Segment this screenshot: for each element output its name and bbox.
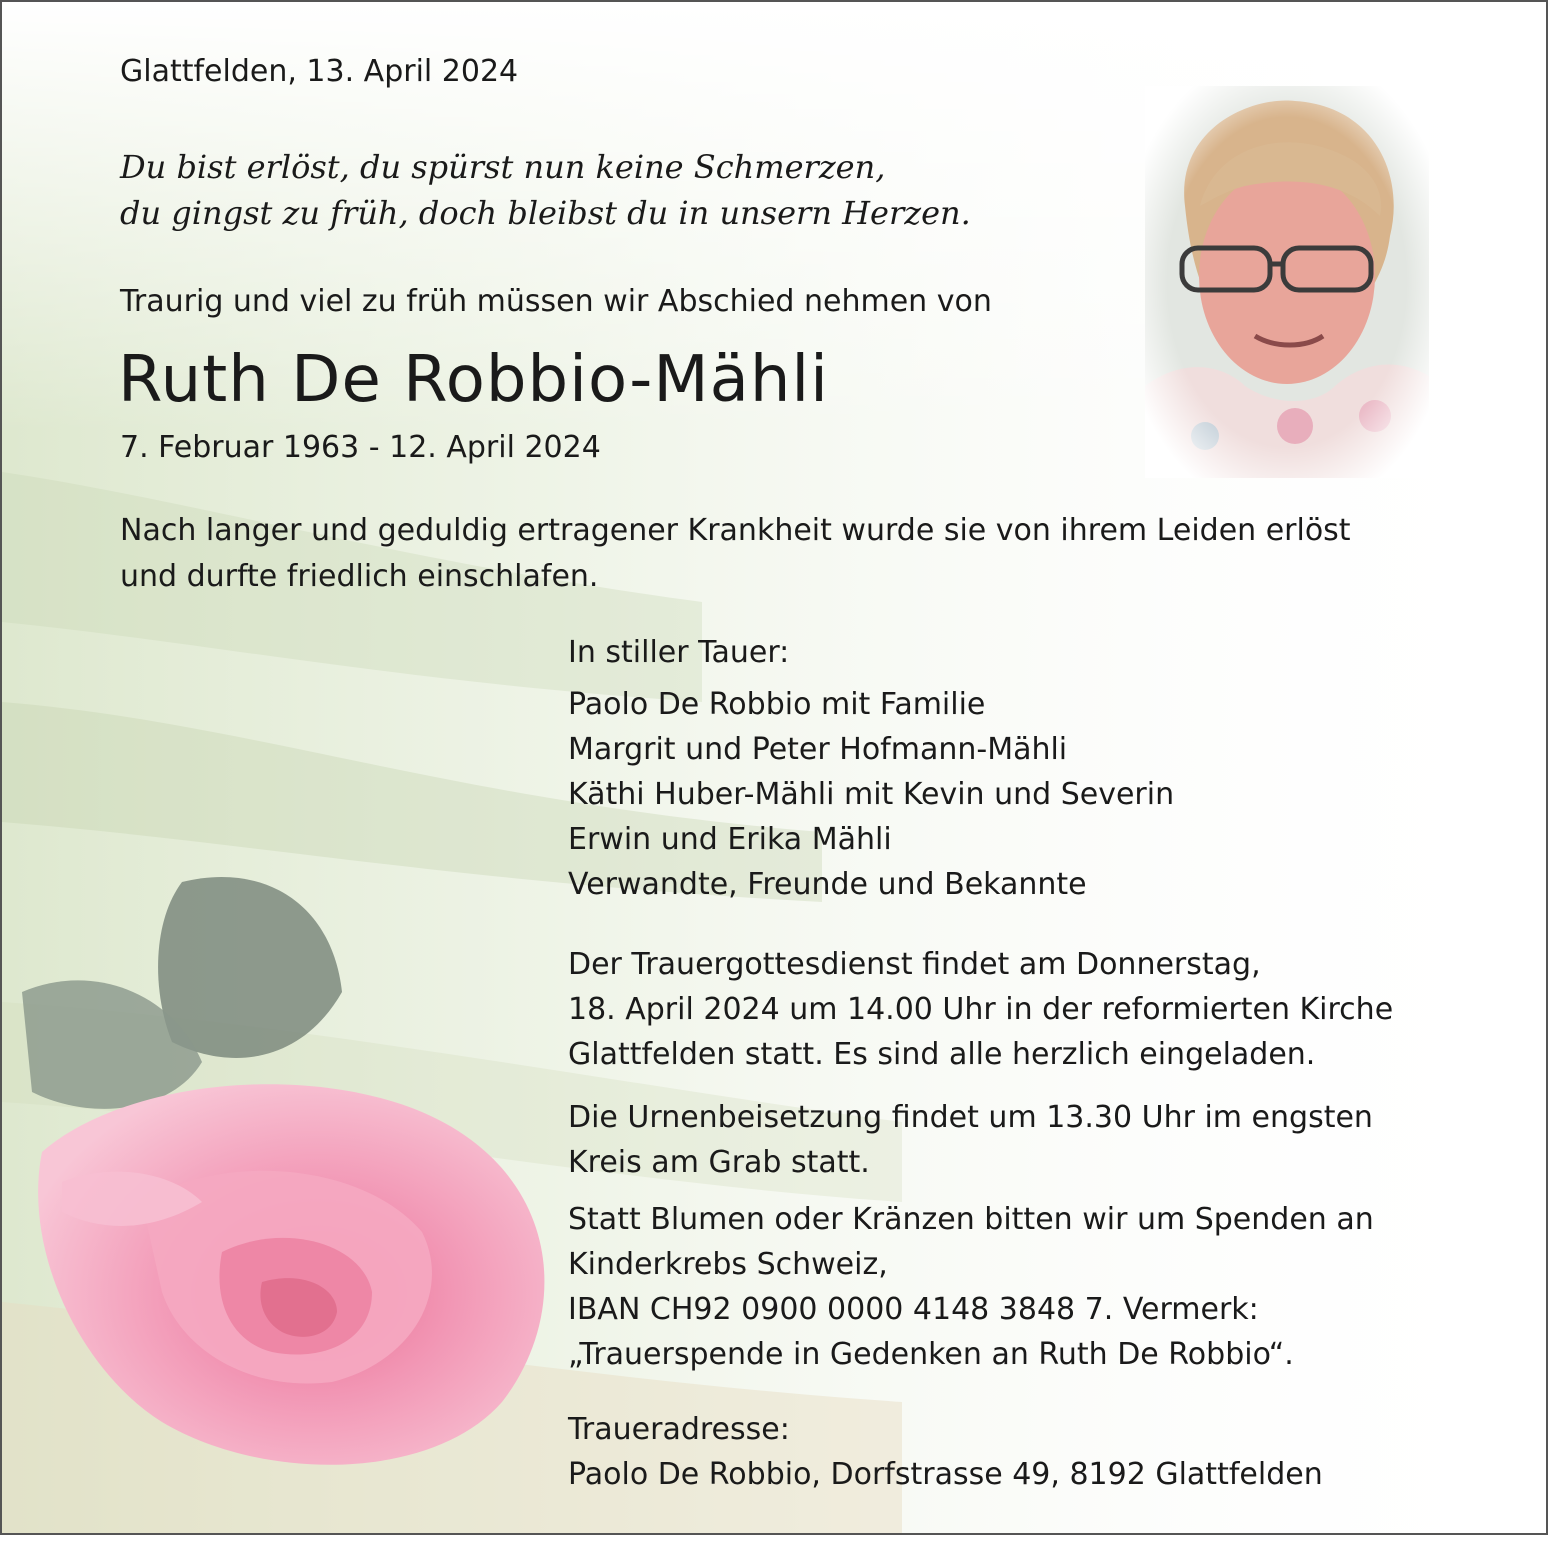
verse-line: du gingst zu früh, doch bleibst du in unsern Herzen. — [120, 194, 971, 232]
service-line: 18. April 2024 um 14.00 Uhr in der reformierten Kirche — [568, 992, 1394, 1027]
address-label: Traueradresse: — [568, 1412, 790, 1447]
farewell-intro: Traurig und viel zu früh müssen wir Abschied nehmen von — [120, 284, 992, 319]
urn-burial-info — [568, 1095, 1373, 1185]
service-line: Der Trauergottesdienst findet am Donnerstag, — [568, 947, 1261, 982]
verse-line: Du bist erlöst, du spürst nun keine Schmerzen, — [120, 148, 886, 186]
mourner-item: Käthi Huber-Mähli mit Kevin und Severin — [568, 777, 1175, 812]
notice-line: und durfte friedlich einschlafen. — [120, 559, 599, 594]
mourner-item: Paolo De Robbio mit Familie — [568, 687, 986, 722]
mourners-label: In stiller Tauer: — [568, 635, 790, 670]
mourner-item: Erwin und Erika Mähli — [568, 822, 892, 857]
mourner-item: Verwandte, Freunde und Bekannte — [568, 867, 1087, 902]
memorial-verse — [120, 144, 971, 236]
donation-info — [568, 1197, 1374, 1377]
notice-line: Nach langer und geduldig ertragener Krankheit wurde sie von ihrem Leiden erlöst — [120, 513, 1351, 548]
donation-line: „Trauerspende in Gedenken an Ruth De Robbio“. — [568, 1337, 1294, 1372]
urn-line: Die Urnenbeisetzung findet um 13.30 Uhr im engsten — [568, 1100, 1373, 1135]
place-and-date: Glattfelden, 13. April 2024 — [120, 54, 519, 89]
deceased-name: Ruth De Robbio-Mähli — [118, 343, 829, 417]
mourners-list — [568, 682, 1174, 907]
donation-iban: IBAN CH92 0900 0000 4148 3848 7. Vermerk: — [568, 1292, 1259, 1327]
mourning-address — [568, 1407, 1323, 1497]
portrait-photo — [1145, 86, 1429, 478]
funeral-service-info — [568, 942, 1393, 1077]
address-line: Paolo De Robbio, Dorfstrasse 49, 8192 Glattfelden — [568, 1457, 1323, 1492]
service-line: Glattfelden statt. Es sind alle herzlich eingeladen. — [568, 1037, 1316, 1072]
urn-line: Kreis am Grab statt. — [568, 1145, 870, 1180]
life-dates: 7. Februar 1963 - 12. April 2024 — [120, 430, 601, 465]
donation-line: Statt Blumen oder Kränzen bitten wir um Spenden an — [568, 1202, 1374, 1237]
donation-line: Kinderkrebs Schweiz, — [568, 1247, 888, 1282]
mourner-item: Margrit und Peter Hofmann-Mähli — [568, 732, 1068, 767]
death-notice — [120, 508, 1351, 600]
